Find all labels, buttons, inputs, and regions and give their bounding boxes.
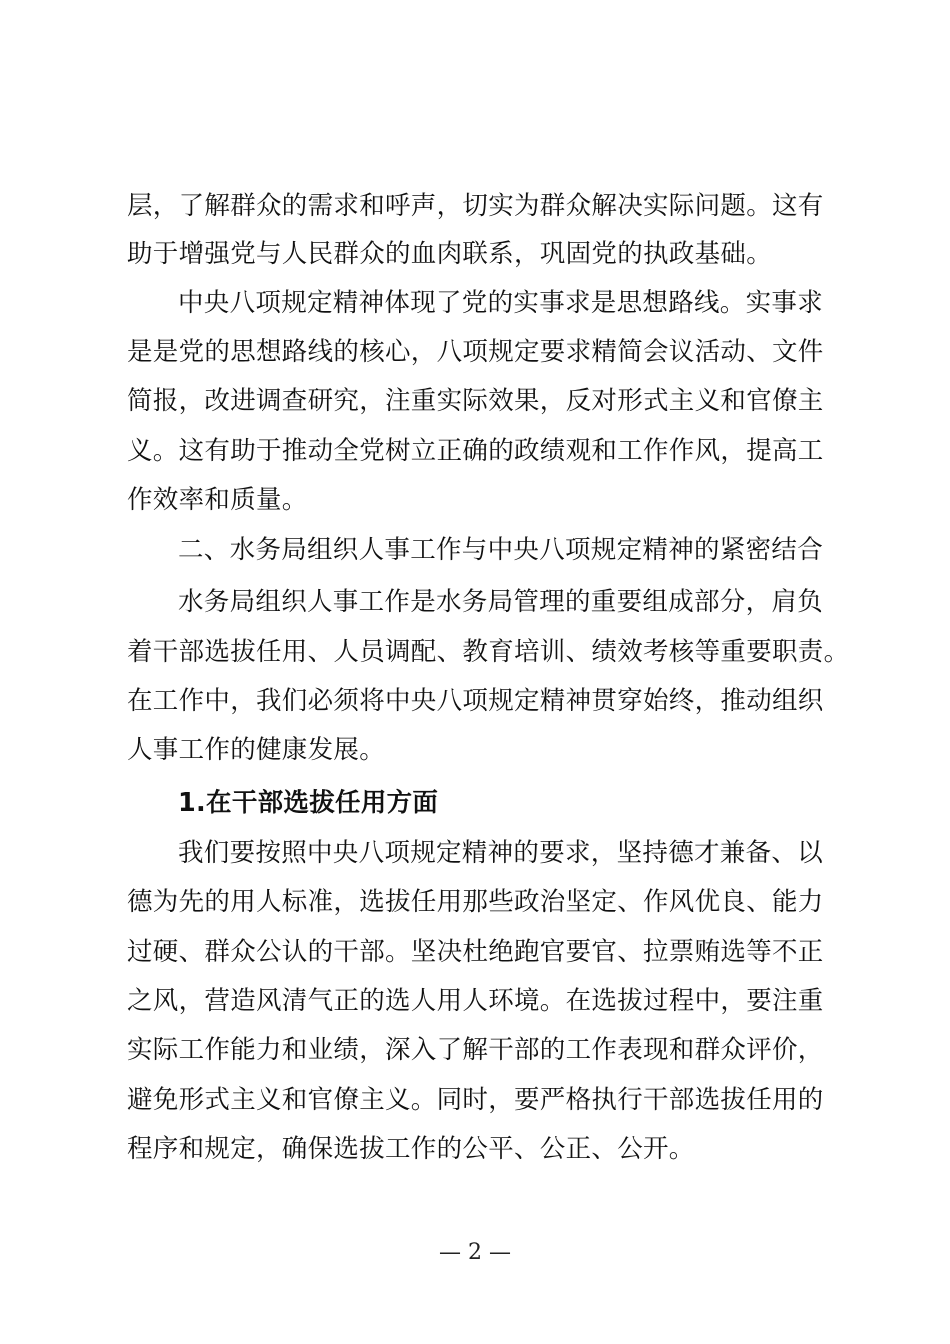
paragraph-line: 德为先的用人标准，选拔任用那些政治坚定、作风优良、能力 (127, 887, 824, 917)
paragraph-line: 作效率和质量。 (127, 485, 308, 515)
paragraph-line: 义。这有助于推动全党树立正确的政绩观和工作作风，提高工 (127, 436, 824, 466)
paragraph-line: 过硬、群众公认的干部。坚决杜绝跑官要官、拉票贿选等不正 (127, 937, 824, 967)
paragraph-line: 中央八项规定精神体现了党的实事求是思想路线。实事求 (178, 288, 824, 318)
paragraph-line: 是是党的思想路线的核心，八项规定要求精简会议活动、文件 (127, 337, 824, 367)
paragraph-line: 程序和规定，确保选拔工作的公平、公正、公开。 (127, 1134, 695, 1164)
paragraph-line: 避免形式主义和官僚主义。同时，要严格执行干部选拔任用的 (127, 1085, 824, 1115)
paragraph-line: 着干部选拔任用、人员调配、教育培训、绩效考核等重要职责。 (127, 637, 850, 667)
paragraph-line: 实际工作能力和业绩，深入了解干部的工作表现和群众评价， (127, 1035, 824, 1065)
paragraph-line: 之风，营造风清气正的选人用人环境。在选拔过程中，要注重 (127, 986, 824, 1016)
paragraph-line: 助于增强党与人民群众的血肉联系，巩固党的执政基础。 (127, 239, 773, 269)
paragraph-line: 层，了解群众的需求和呼声，切实为群众解决实际问题。这有 (127, 191, 824, 221)
subsection-heading: 1.在干部选拔任用方面 (178, 788, 439, 818)
paragraph-line: 人事工作的健康发展。 (127, 735, 386, 765)
paragraph-line: 简报，改进调查研究，注重实际效果，反对形式主义和官僚主 (127, 386, 824, 416)
page-number: — 2 — (439, 1240, 511, 1265)
paragraph-line: 在工作中，我们必须将中央八项规定精神贯穿始终，推动组织 (127, 686, 824, 716)
paragraph-line: 水务局组织人事工作是水务局管理的重要组成部分，肩负 (178, 587, 824, 617)
paragraph-line: 我们要按照中央八项规定精神的要求，坚持德才兼备、以 (178, 838, 824, 868)
section-heading: 二、水务局组织人事工作与中央八项规定精神的紧密结合 (178, 535, 824, 565)
